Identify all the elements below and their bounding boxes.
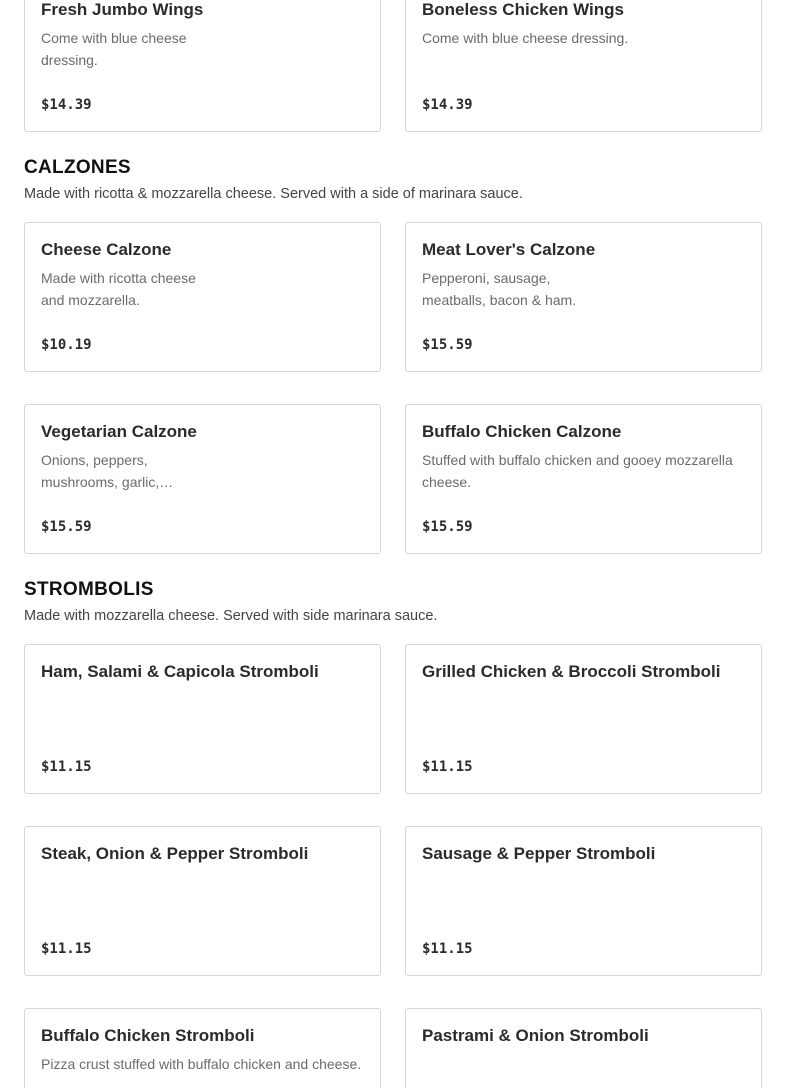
menu-item-card[interactable] [405,0,762,132]
menu-item-description: Made with ricotta cheese and mozzarella. [41,270,196,308]
menu-item-name: Steak, Onion & Pepper Stromboli [41,844,309,863]
menu-item-price: $10.19 [41,337,92,353]
menu-item-price: $14.39 [422,97,473,113]
menu-item-card[interactable] [405,826,762,976]
menu-item-price: $11.15 [422,759,473,775]
menu-item-card[interactable] [24,1008,381,1088]
menu-item-name: Grilled Chicken & Broccoli Stromboli [422,662,721,681]
menu-item-description: Come with blue cheese dressing. [422,30,629,46]
menu-item-price: $11.15 [41,941,92,957]
menu-item-name: Ham, Salami & Capicola Stromboli [41,662,319,681]
menu-item-name: Cheese Calzone [41,240,172,259]
menu-item-card[interactable] [405,644,762,794]
section-title-calzones: CALZONES [24,157,131,178]
menu-item-name: Meat Lover's Calzone [422,240,596,259]
menu-item-name: Sausage & Pepper Stromboli [422,844,656,863]
menu-item-price: $14.39 [41,97,92,113]
menu-item-card[interactable] [24,222,381,372]
menu-item-name: Fresh Jumbo Wings [41,0,204,19]
menu-item-price: $15.59 [41,519,92,535]
menu-item-description: Stuffed with buffalo chicken and gooey mozzarella cheese. [422,452,733,490]
menu-item-description: Pizza crust stuffed with buffalo chicken and cheese. [41,1056,362,1072]
menu-item-card[interactable] [405,1008,762,1088]
menu-item-card[interactable] [24,644,381,794]
menu-item-price: $11.15 [41,759,92,775]
menu-item-description: Come with blue cheese dressing. [41,30,187,68]
menu-item-card[interactable] [405,404,762,554]
menu-item-price: $15.59 [422,337,473,353]
section-description-strombolis: Made with mozzarella cheese. Served with side marinara sauce. [24,608,438,624]
menu-item-card[interactable] [24,404,381,554]
menu-item-description: Onions, peppers, mushrooms, garlic,… [41,452,174,490]
section-title-strombolis: STROMBOLIS [24,579,154,600]
menu-item-card[interactable] [24,0,381,132]
menu-item-card[interactable] [405,222,762,372]
menu-item-name: Boneless Chicken Wings [422,0,625,19]
menu-item-card[interactable] [24,826,381,976]
menu-item-name: Buffalo Chicken Stromboli [41,1026,255,1045]
menu-item-description: Pepperoni, sausage, meatballs, bacon & ham. [422,270,577,308]
menu-item-price: $11.15 [422,941,473,957]
menu-item-price: $15.59 [422,519,473,535]
menu-item-name: Vegetarian Calzone [41,422,197,441]
menu-item-name: Pastrami & Onion Stromboli [422,1026,649,1045]
section-description-calzones: Made with ricotta & mozzarella cheese. Served with a side of marinara sauce. [24,186,523,202]
menu-item-name: Buffalo Chicken Calzone [422,422,622,441]
